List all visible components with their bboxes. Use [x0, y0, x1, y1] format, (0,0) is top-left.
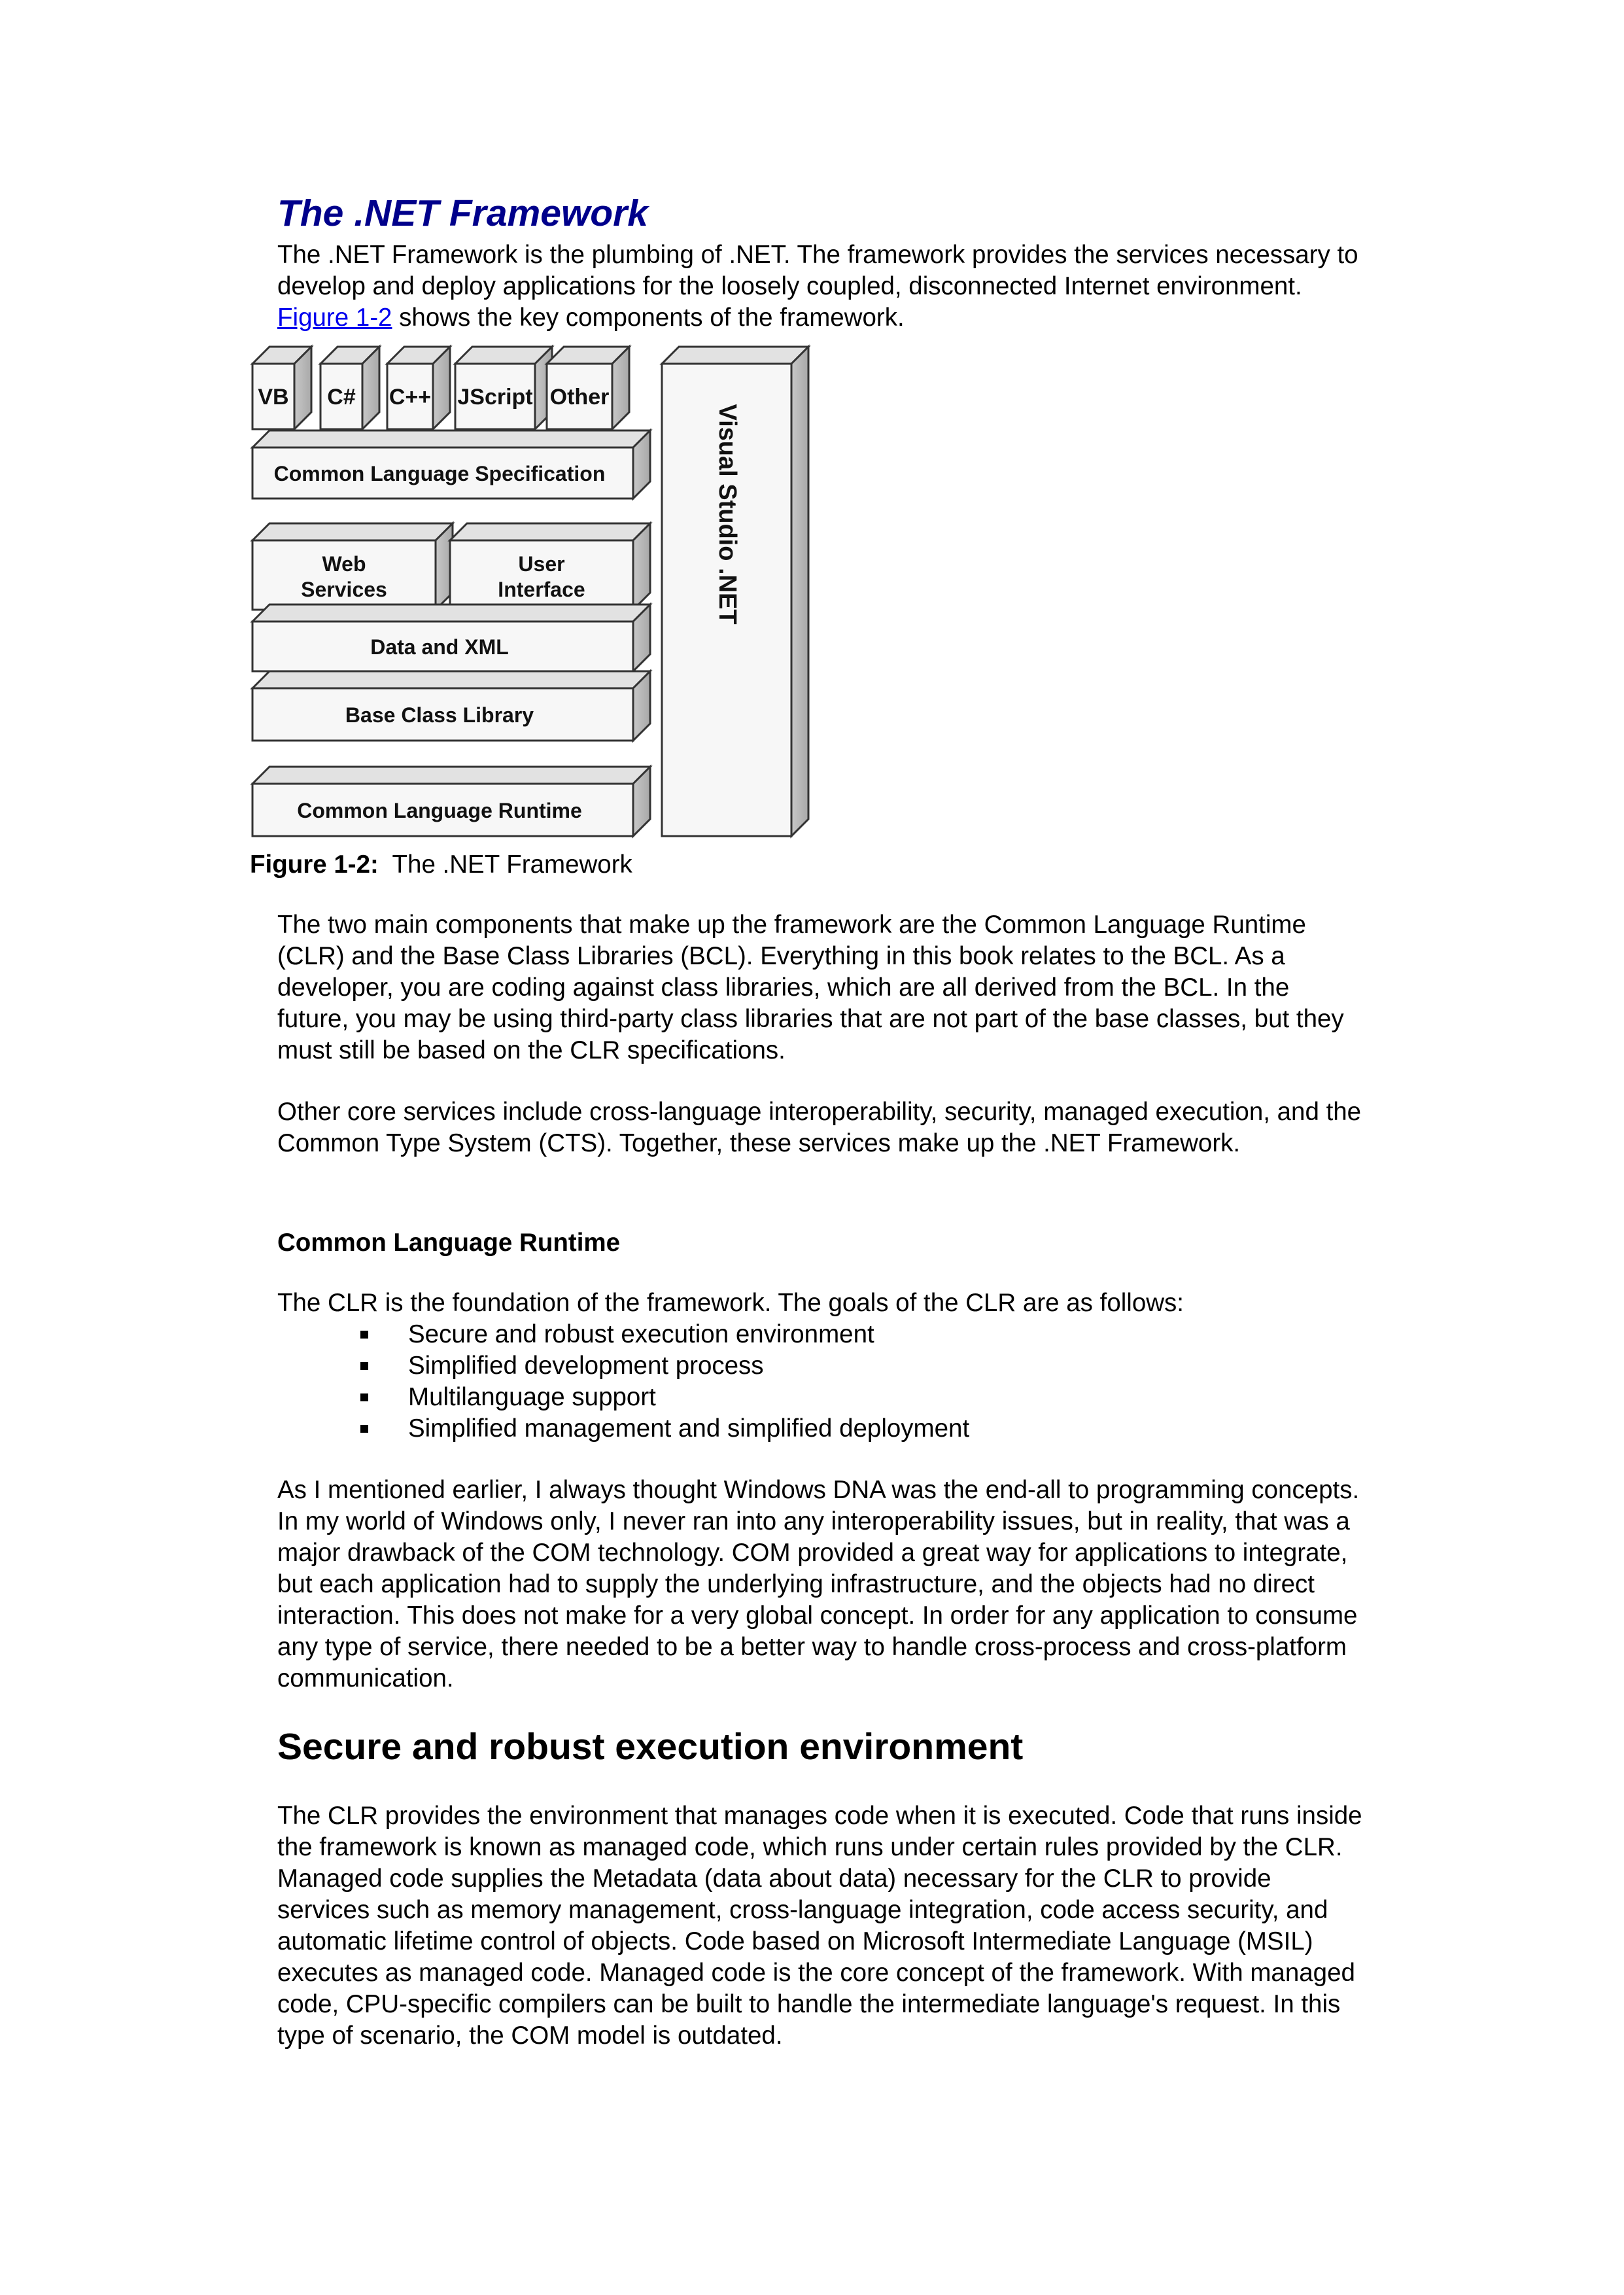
paragraph-windows-dna: As I mentioned earlier, I always thought Windows DNA was the end-all to programming concepts. In my world of Windows only, I never ran into any interoperability issues, but in reality, that was a major drawback of the COM technology. COM provided a great way for applications to integrate, but each application had to supply the underlying infrastructure, and the objects had no direct interaction. This does not make for a very global concept. In order for any application to consume any type of service, there needed to be a better way to handle cross-process and cross-platform communication. — [277, 1476, 1360, 1692]
web-services-label-line2: Services — [301, 578, 387, 601]
clr-label: Common Language Runtime — [297, 799, 582, 822]
list-item — [277, 1413, 969, 1445]
language-label-cpp: C++ — [389, 385, 432, 410]
visual-studio-label: Visual Studio .NET — [714, 404, 741, 625]
list-item-text: Multilanguage support — [408, 1383, 656, 1411]
user-interface-label-line1: User — [518, 552, 565, 576]
bullet-square-icon — [360, 1393, 368, 1401]
clr-layer — [252, 767, 650, 836]
bullet-square-icon — [360, 1362, 368, 1370]
heading-prefix: The — [277, 192, 354, 234]
cls-label: Common Language Specification — [273, 462, 606, 485]
visual-studio-column — [662, 347, 808, 836]
figure-caption — [250, 849, 632, 881]
figure-caption-text: The .NET Framework — [392, 850, 632, 879]
list-item-text: Simplified development process — [408, 1352, 764, 1380]
list-item-text: Simplified management and simplified deployment — [408, 1414, 970, 1443]
language-csharp-box — [320, 347, 379, 429]
user-interface-label-line2: Interface — [498, 578, 585, 601]
paragraph-clr-goals-intro: The CLR is the foundation of the framework. The goals of the CLR are as follows: — [277, 1289, 1184, 1317]
section-heading: Secure and robust execution environment — [277, 1726, 1024, 1768]
intro-paragraph — [277, 239, 1363, 334]
paragraph-clr-bcl: The two main components that make up the framework are the Common Language Runtime (CLR) and the Base Class Libraries (BCL). Everything in this book relates to the BCL. As a developer, you are coding against class libraries, which are all derived from the BCL. In the future, you may be using third-party class libraries that are not part of the base classes, but they must still be based on the CLR specifications. — [277, 911, 1344, 1064]
paragraph-managed-code: The CLR provides the environment that manages code when it is executed. Code that runs inside the framework is known as managed code, which runs under certain rules provided by the CLR. Managed code supplies the Metadata (data about data) necessary for the CLR to provide services such as memory management, cross-language integration, code access security, and automatic lifetime control of objects. Code based on Microsoft Intermediate Language (MSIL) executes as managed code. Managed code is the core concept of the framework. With managed code, CPU-specific compilers can be built to handle the intermediate language's request. In this type of scenario, the COM model is outdated. — [277, 1802, 1362, 2050]
language-label-csharp: C# — [327, 385, 356, 410]
framework-diagram — [250, 338, 812, 848]
paragraph-core-services: Other core services include cross-language interoperability, security, managed execution, and the Common Type System (CTS). Together, these services make up the .NET Framework. — [277, 1098, 1362, 1157]
intro-text: The .NET Framework is the plumbing of .NET. The framework provides the services necessary to develop and deploy applications for the loosely coupled, disconnected Internet environment. — [277, 241, 1358, 300]
language-other-box — [547, 347, 629, 429]
language-cpp-box — [387, 347, 450, 429]
cls-layer — [252, 430, 650, 499]
language-vb-box — [252, 347, 311, 429]
language-label-other: Other — [549, 385, 610, 410]
heading-text: .NET Framework — [354, 192, 648, 234]
language-label-vb: VB — [258, 385, 289, 410]
user-interface-box — [450, 523, 650, 610]
web-services-label-line1: Web — [322, 552, 366, 576]
data-xml-label: Data and XML — [370, 635, 509, 659]
list-item — [277, 1350, 969, 1382]
bcl-layer — [252, 671, 650, 741]
list-item — [277, 1319, 969, 1350]
page-heading — [277, 191, 648, 236]
list-item — [277, 1382, 969, 1413]
list-item-text: Secure and robust execution environment — [408, 1320, 874, 1348]
web-services-box — [252, 523, 453, 610]
intro-text-end: shows the key components of the framework. — [392, 304, 905, 332]
figure-caption-label: Figure 1-2: — [250, 850, 379, 879]
bullet-square-icon — [360, 1425, 368, 1433]
bcl-label: Base Class Library — [345, 703, 534, 727]
language-label-jscript: JScript — [457, 385, 533, 410]
language-jscript-box — [455, 347, 552, 429]
clr-goals-list — [277, 1319, 969, 1445]
figure-link[interactable]: Figure 1-2 — [277, 304, 392, 332]
data-xml-layer — [252, 604, 650, 671]
subheading-clr: Common Language Runtime — [277, 1229, 621, 1257]
bullet-square-icon — [360, 1331, 368, 1339]
